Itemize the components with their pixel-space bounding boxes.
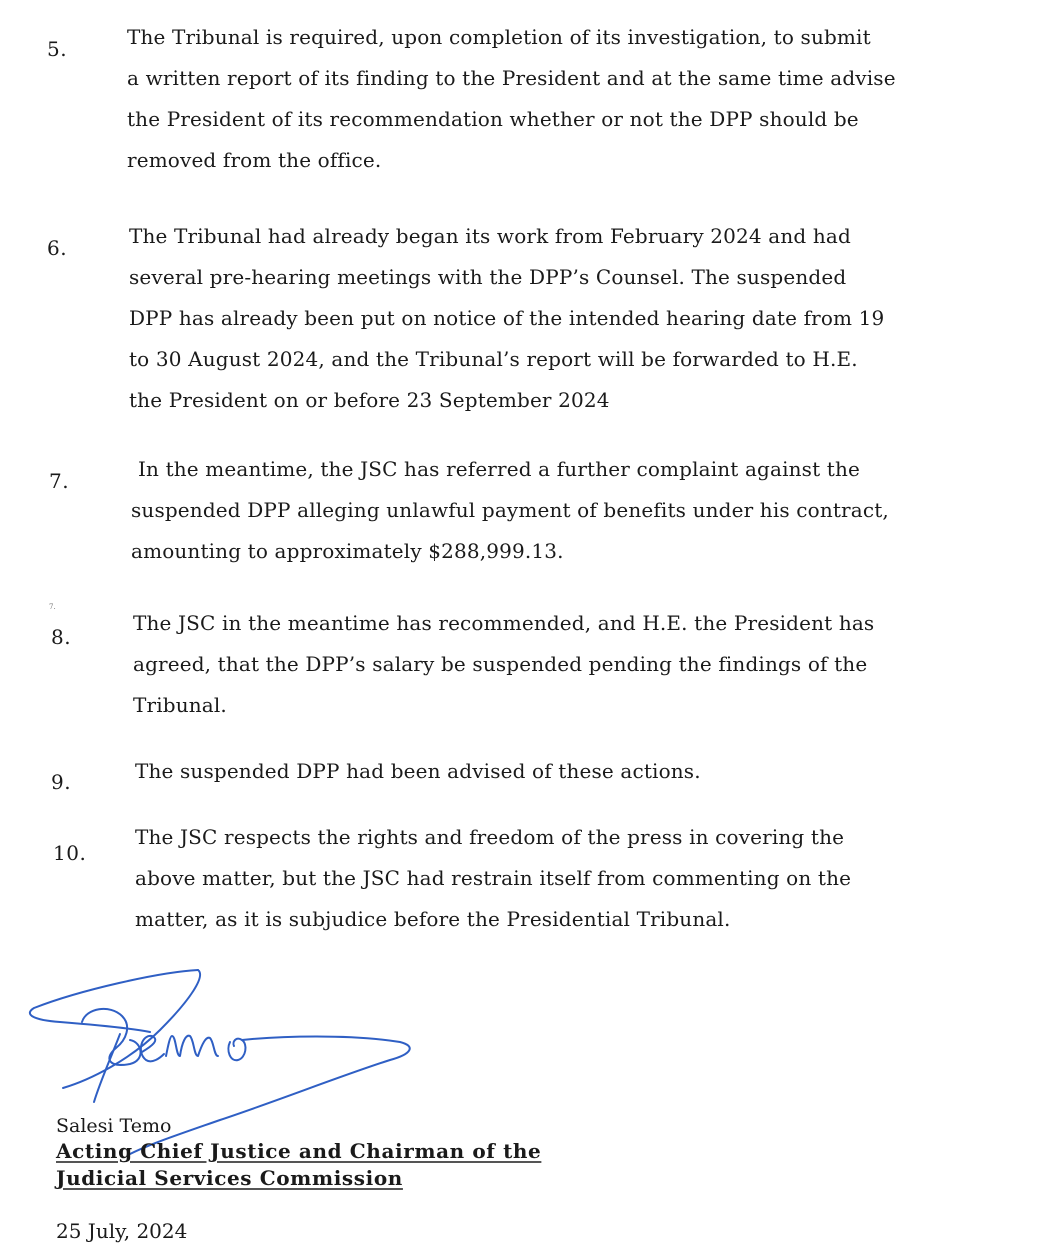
text-line: Tribunal.: [133, 693, 227, 717]
text-line: DPP has already been put on notice of the intended hearing date from 19: [129, 306, 885, 330]
text-line: agreed, that the DPP’s salary be suspended pending the findings of the: [133, 652, 868, 676]
text-line: removed from the office.: [127, 148, 382, 172]
text-line: The Tribunal had already began its work from February 2024 and had: [129, 224, 851, 248]
paragraph-number: 8.: [51, 625, 72, 649]
signatory-title: [56, 1138, 541, 1192]
document-date: 25 July, 2024: [56, 1219, 188, 1243]
text-line: above matter, but the JSC had restrain itself from commenting on the: [135, 866, 852, 890]
text-line: The Tribunal is required, upon completion of its investigation, to submit: [127, 25, 871, 49]
text-line: suspended DPP alleging unlawful payment of benefits under his contract,: [131, 498, 889, 522]
paragraph-number: 5.: [47, 37, 68, 61]
paragraph-number: 9.: [51, 770, 72, 794]
paragraph-text: [135, 751, 701, 792]
paragraph-text: [135, 817, 851, 940]
text-line: matter, as it is subjudice before the Presidential Tribunal.: [135, 907, 731, 931]
signatory-name: Salesi Temo: [56, 1115, 172, 1137]
signatory-title-line-1: Acting Chief Justice and Chairman of the: [56, 1139, 542, 1163]
text-line: amounting to approximately $288,999.13.: [131, 539, 564, 563]
text-line: a written report of its finding to the President and at the same time advise: [127, 66, 896, 90]
paragraph-text: [127, 17, 896, 181]
text-line: The JSC respects the rights and freedom of the press in covering the: [135, 825, 845, 849]
signatory-title-line-2: Judicial Services Commission: [56, 1166, 403, 1190]
text-line: the President on or before 23 September 2024: [129, 388, 610, 412]
paragraph-number: 10.: [53, 841, 87, 865]
paragraph-text: [133, 603, 874, 726]
paragraph-number: 6.: [47, 236, 68, 260]
stray-page-mark: 7.: [49, 603, 56, 611]
paragraph-text: [131, 449, 889, 572]
paragraph-text: [129, 216, 884, 421]
text-line: the President of its recommendation whether or not the DPP should be: [127, 107, 859, 131]
text-line: In the meantime, the JSC has referred a further complaint against the: [138, 457, 860, 481]
text-line: The JSC in the meantime has recommended, and H.E. the President has: [133, 611, 875, 635]
paragraph-number: 7.: [49, 469, 70, 493]
text-line: to 30 August 2024, and the Tribunal’s report will be forwarded to H.E.: [129, 347, 858, 371]
text-line: The suspended DPP had been advised of these actions.: [135, 759, 701, 783]
text-line: several pre-hearing meetings with the DPP’s Counsel. The suspended: [129, 265, 847, 289]
